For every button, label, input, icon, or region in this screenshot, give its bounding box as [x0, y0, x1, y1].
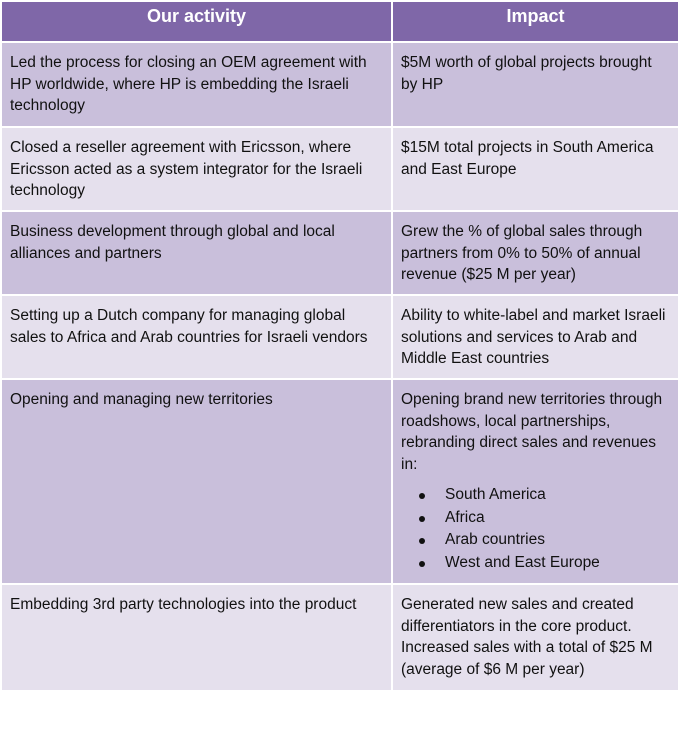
- list-item: [445, 552, 670, 575]
- territory-label: Africa: [445, 508, 485, 526]
- bullet-icon: [419, 561, 425, 567]
- impact-cell: Ability to white-label and market Israeli solutions and services to Arab and Middle East countries: [392, 295, 679, 379]
- table-row: [1, 379, 679, 584]
- table-header-row: [1, 1, 679, 42]
- list-item: [445, 484, 670, 507]
- activity-cell: Opening and managing new territories: [1, 379, 392, 584]
- table-row: [1, 42, 679, 127]
- activity-cell: Business development through global and local alliances and partners: [1, 211, 392, 295]
- territory-label: West and East Europe: [445, 553, 600, 571]
- impact-cell: Generated new sales and created differentiators in the core product. Increased sales with a total of $25 M (average of $6 M per year): [392, 584, 679, 691]
- header-our-activity: Our activity: [1, 1, 392, 42]
- activity-cell: Embedding 3rd party technologies into the product: [1, 584, 392, 691]
- bullet-icon: [419, 538, 425, 544]
- activity-cell: Closed a reseller agreement with Ericsson, where Ericsson acted as a system integrator for the Israeli technology: [1, 127, 392, 211]
- header-impact: Impact: [392, 1, 679, 42]
- impact-text: Opening brand new territories through roadshows, local partnerships, rebranding direct sales and revenues in:: [401, 391, 663, 473]
- impact-cell: [392, 379, 679, 584]
- list-item: [445, 507, 670, 530]
- impact-cell: $5M worth of global projects brought by HP: [392, 42, 679, 127]
- impact-cell: $15M total projects in South America and East Europe: [392, 127, 679, 211]
- impact-cell: Grew the % of global sales through partners from 0% to 50% of annual revenue ($25 M per year): [392, 211, 679, 295]
- territory-label: South America: [445, 486, 546, 503]
- territory-label: Arab countries: [445, 531, 545, 548]
- activity-cell: Led the process for closing an OEM agreement with HP worldwide, where HP is embedding the Israeli technology: [1, 42, 392, 127]
- bullet-icon: [419, 493, 425, 499]
- territory-list: [401, 484, 670, 574]
- table-row: [1, 584, 679, 691]
- bullet-icon: [419, 516, 425, 522]
- activity-cell: Setting up a Dutch company for managing global sales to Africa and Arab countries for Israeli vendors: [1, 295, 392, 379]
- list-item: [445, 529, 670, 552]
- table-row: [1, 211, 679, 295]
- table-row: [1, 127, 679, 211]
- table-row: [1, 295, 679, 379]
